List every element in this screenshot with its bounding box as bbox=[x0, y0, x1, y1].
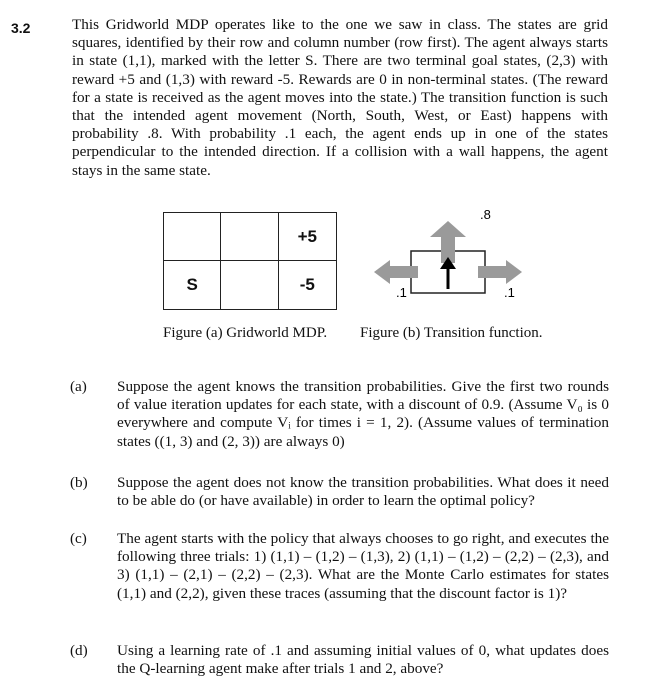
part-text: Suppose the agent does not know the transition probabilities. What does it need to be able do (or have available) in order to learn the optimal policy? bbox=[117, 474, 609, 510]
grid-cell-2-3: +5 bbox=[279, 213, 336, 261]
part-label: (a) bbox=[70, 378, 87, 395]
grid-cell-2-1 bbox=[164, 213, 221, 261]
north-prob-label: .8 bbox=[480, 207, 491, 222]
grid-cell-1-1: S bbox=[164, 261, 221, 309]
caption-figure-a: Figure (a) Gridworld MDP. bbox=[163, 325, 328, 341]
east-prob-label: .1 bbox=[504, 285, 515, 300]
part-text: The agent starts with the policy that always chooses to go right, and executes the following three trials: 1) (1,1) – (1,2) – (1,3), 2) (1,1) – (1,2) – (2,2) – (2,3), and 3) (1,1) – (2,1) – (2,2) – (2,3). What are the Monte Carlo estimates for states (1,1) and (2,2), given these traces (assuming that the discount factor is 1)? bbox=[117, 530, 609, 602]
part-label: (d) bbox=[70, 642, 88, 659]
question-number: 3.2 bbox=[11, 20, 31, 36]
part-text: Using a learning rate of .1 and assuming initial values of 0, what updates does the Q-learning agent make after trials 1 and 2, above? bbox=[117, 642, 609, 678]
part-text: Suppose the agent knows the transition probabilities. Give the first two rounds of value iteration updates for each state, with a discount of 0.9. (Assume V₀ is 0 everywhere and compute Vᵢ for times i = 1, 2). (Assume values of termination states ((1, 3) and (2, 3)) are always 0) bbox=[117, 378, 609, 450]
grid-cell-1-2 bbox=[221, 261, 278, 309]
grid-cell-1-3: -5 bbox=[299, 275, 315, 294]
west-prob-label: .1 bbox=[396, 285, 407, 300]
grid-cell-2-2 bbox=[221, 213, 278, 261]
north-arrow-icon bbox=[430, 221, 466, 263]
intro-paragraph: This Gridworld MDP operates like to the one we saw in class. The states are grid squares, identified by their row and column number (row first). The agent always starts in state (1,1), marked with the letter S. There are two terminal goal states, (2,3) with reward +5 and (1,3) with reward -5. Rewards are 0 in non-terminal states. (The reward for a state is received as the agent moves into the state.) The transition function is such that the intended agent movement (North, South, West, or East) happens with probability .8. With probability .1 each, the agent ends up in one of the states perpendicular to the intended direction. If a collision with a wall happens, the agent stays in the same state. bbox=[72, 16, 608, 179]
transition-figure bbox=[368, 205, 528, 310]
part-label: (c) bbox=[70, 530, 87, 547]
part-label: (b) bbox=[70, 474, 88, 491]
caption-figure-b: Figure (b) Transition function. bbox=[360, 325, 543, 341]
gridworld-figure bbox=[163, 212, 337, 310]
